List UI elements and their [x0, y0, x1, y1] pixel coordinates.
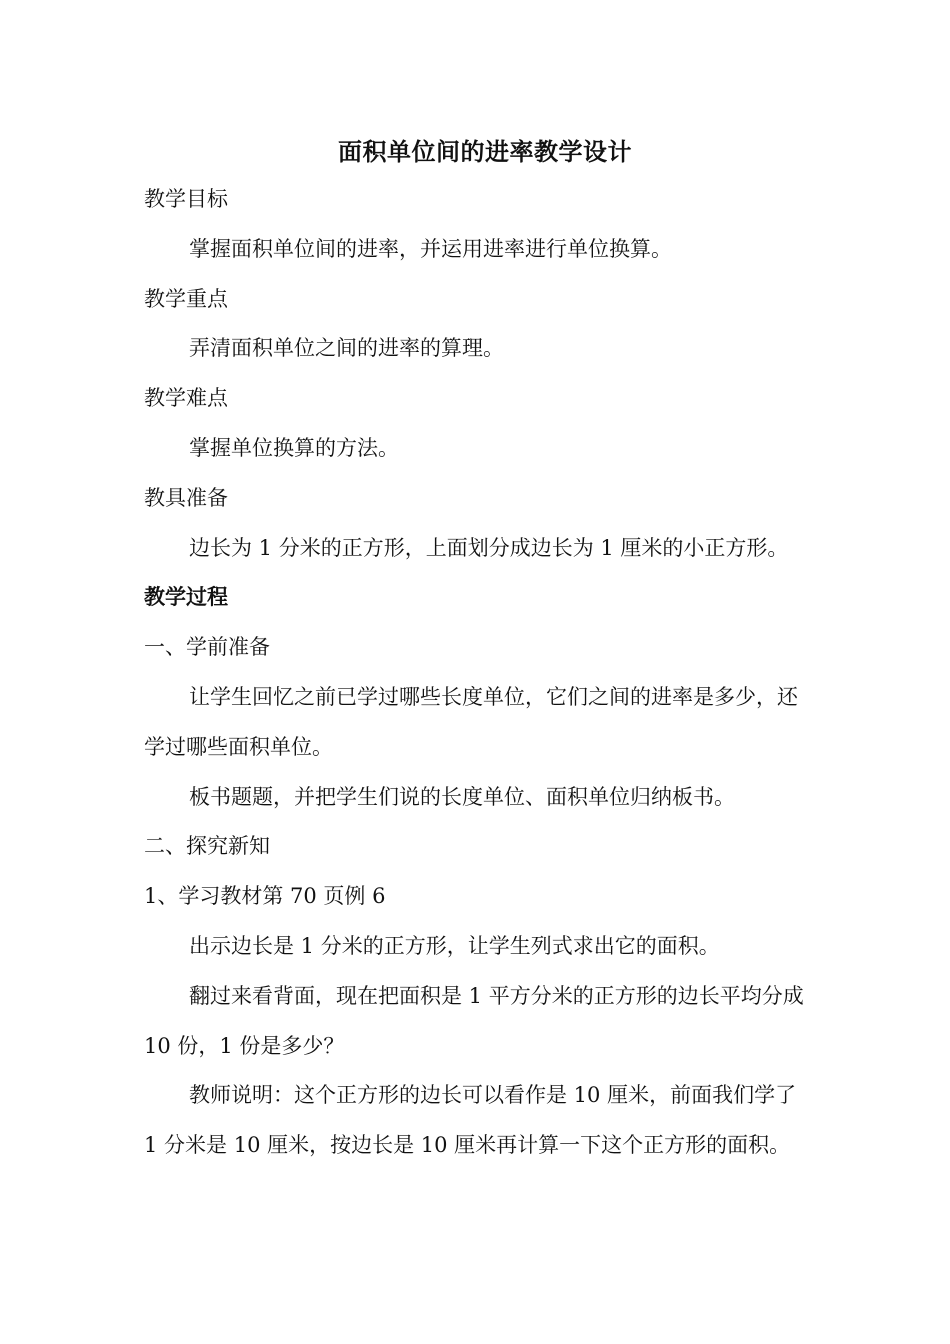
section-heading-difficulties: 教学难点 — [144, 386, 228, 411]
document-body — [144, 175, 806, 1171]
document-title: 面积单位间的进率教学设计 — [338, 138, 632, 166]
paragraph-materials: 边长为 1 分米的正方形，上面划分成边长为 1 厘米的小正方形。 — [189, 535, 789, 560]
paragraph-objectives: 掌握面积单位间的进率，并运用进率进行单位换算。 — [189, 236, 672, 261]
paragraph-blackboard: 板书题题，并把学生们说的长度单位、面积单位归纳板书。 — [189, 784, 735, 809]
paragraph-show-square: 出示边长是 1 分米的正方形，让学生列式求出它的面积。 — [189, 933, 720, 958]
section-heading-process: 教学过程 — [144, 585, 228, 610]
paragraph-difficulties: 掌握单位换算的方法。 — [189, 435, 399, 460]
paragraph-flip-square: 翻过来看背面，现在把面积是 1 平方分米的正方形的边长平均分成 10 份，1 份是多少？ — [144, 983, 804, 1058]
subsection-heading-explore: 二、探究新知 — [144, 834, 270, 859]
paragraph-teacher-explanation: 教师说明：这个正方形的边长可以看作是 10 厘米，前面我们学了 1 分米是 10 厘米，按边长是 10 厘米再计算一下这个正方形的面积。 — [144, 1083, 797, 1158]
section-heading-key-points: 教学重点 — [144, 286, 228, 311]
paragraph-recall: 让学生回忆之前已学过哪些长度单位，它们之间的进率是多少，还学过哪些面积单位。 — [144, 684, 798, 759]
subsection-heading-preparation: 一、学前准备 — [144, 635, 270, 660]
section-heading-materials: 教具准备 — [144, 485, 228, 510]
subsection-heading-example: 1、学习教材第 70 页例 6 — [144, 884, 386, 909]
paragraph-key-points: 弄清面积单位之间的进率的算理。 — [189, 336, 504, 361]
section-heading-objectives: 教学目标 — [144, 187, 228, 211]
